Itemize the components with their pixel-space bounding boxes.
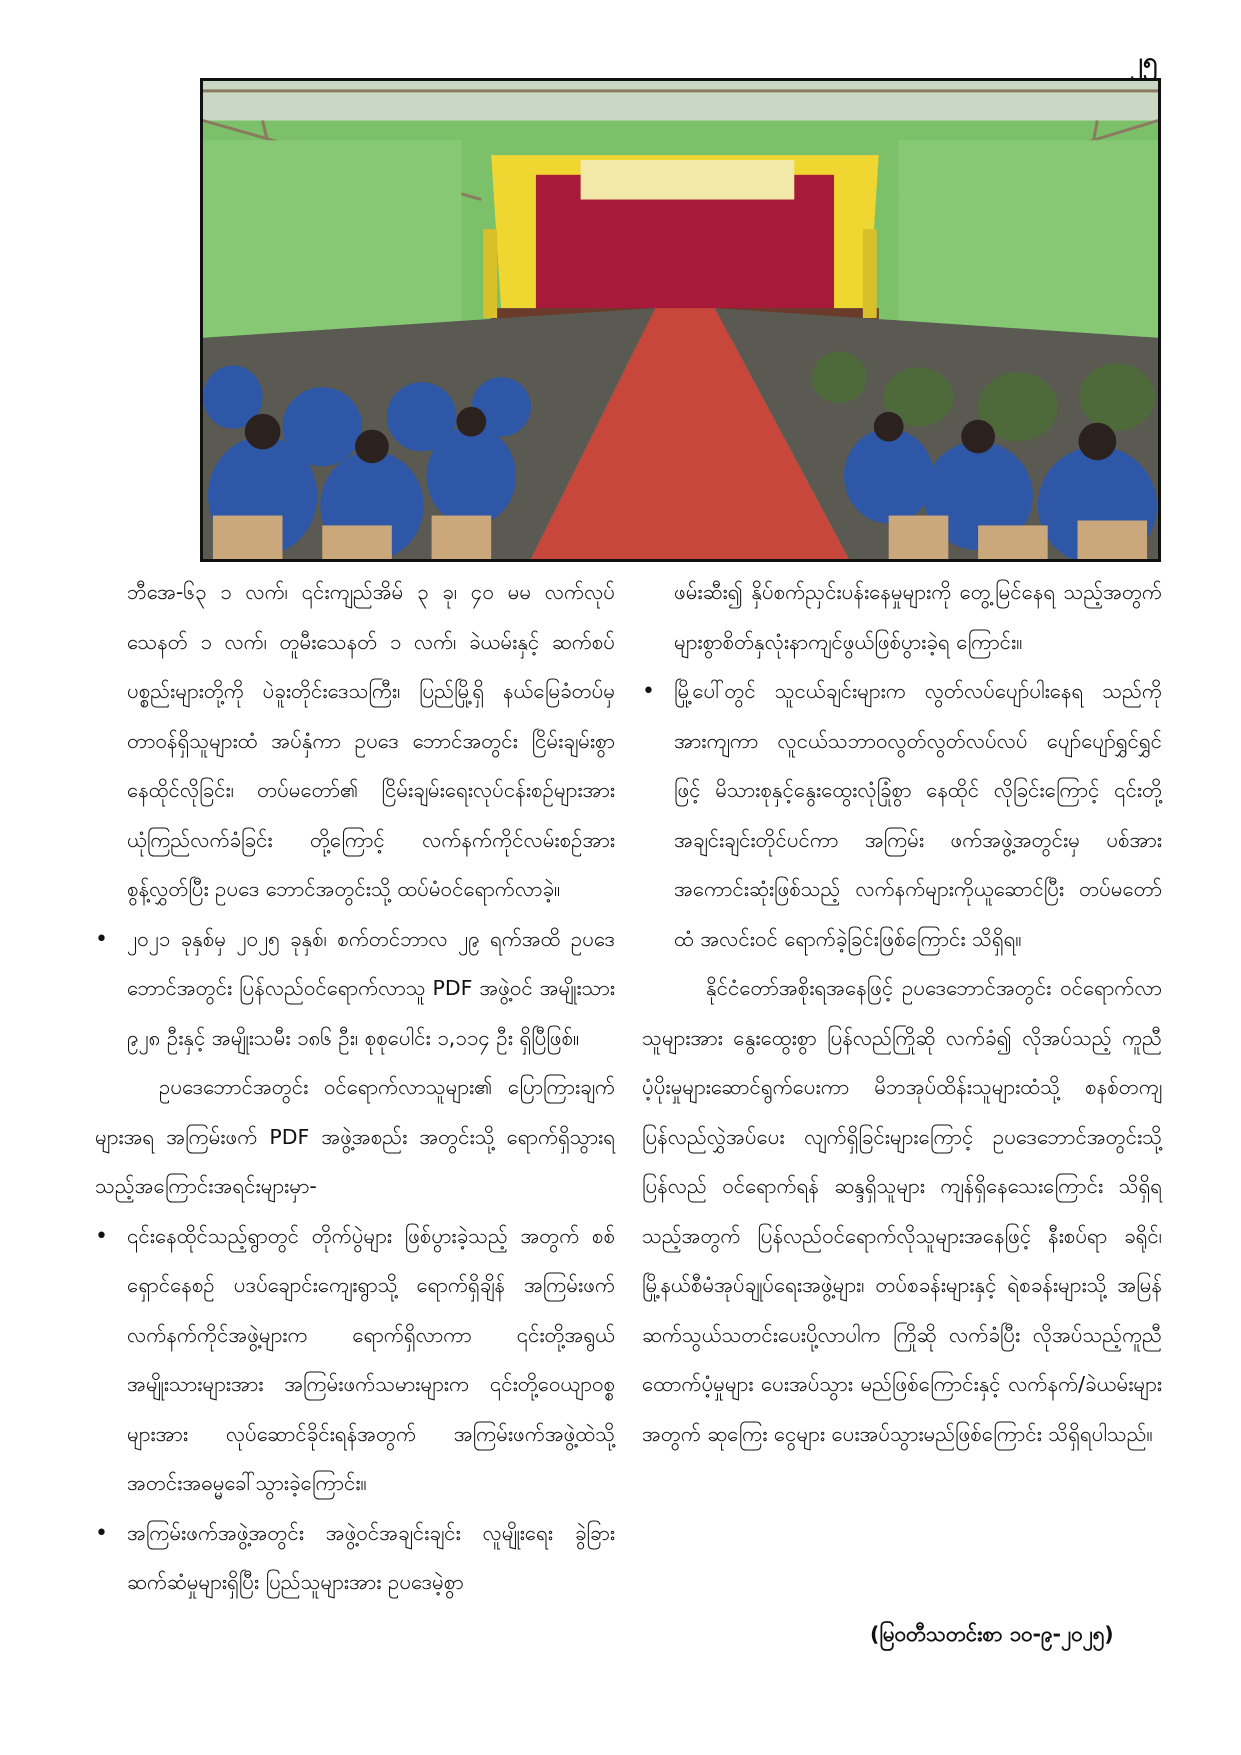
bullet-discrimination: • အကြမ်းဖက်အဖွဲ့အတွင်း အဖွဲ့ဝင်အချင်းချင်း လူမျိုးရေး ခွဲခြားဆက်ဆံမှုများရှိပြီး ပြည်သူများအား ဥပဒေမဲ့စွာ <box>95 1509 615 1608</box>
paragraph-continuation: ဖမ်းဆီး၍ နှိပ်စက်ညှင်းပန်းနေမှုများကို တွေ့မြင်နေရ သည့်အတွက် များစွာစိတ်နှလုံးနာကျင်ဖွယ်ဖြစ်ပွားခဲ့ရ ကြောင်း။ <box>674 580 1162 654</box>
bullet-statistics: • ၂၀၂၁ ခုနှစ်မှ ၂၀၂၅ ခုနှစ်၊ စက်တင်ဘာလ ၂၉ ရက်အထိ ဥပဒေဘောင်အတွင်း ပြန်လည်ဝင်ရောက်လာသူ PDF အဖွဲ့ဝင် အမျိုးသား ၉၂၈ ဦးနှင့် အမျိုးသမီး ၁၈၆ ဦး၊ စုစုပေါင်း ၁,၁၁၄ ဦး ရှိပြီဖြစ်။ <box>95 915 615 1064</box>
paragraph-government: နိုင်ငံတော်အစိုးရအနေဖြင့် ဥပဒေဘောင်အတွင်း ဝင်ရောက်လာသူများအား နွေးထွေးစွာ ပြန်လည်ကြိုဆို လက်ခံ၍ လိုအပ်သည့် ကူညီပံ့ပိုးမှုများဆောင်ရွက်ပေးကာ မိဘအုပ်ထိန်းသူများထံသို့ စနစ်တကျပြန်လည်လွှဲအပ်ပေး လျက်ရှိခြင်းများကြောင့် ဥပဒေဘောင်အတွင်းသို့ ပြန်လည် ဝင်ရောက်ရန် ဆန္ဒရှိသူများ ကျန်ရှိနေသေးကြောင်း သိရှိရ သည့်အတွက် ပြန်လည်ဝင်ရောက်လိုသူများအနေဖြင့် နီးစပ်ရာ ခရိုင်၊ မြို့နယ်စီမံအုပ်ချုပ်ရေးအဖွဲ့များ၊ တပ်စခန်းများနှင့် ရဲစခန်းများသို့ အမြန်ဆက်သွယ်သတင်းပေးပို့လာပါက ကြိုဆို လက်ခံပြီး လိုအပ်သည့်ကူညီထောက်ပံ့မှုများ ပေးအပ်သွား မည်ဖြစ်ကြောင်းနှင့် လက်နက်/ခဲယမ်းများအတွက် ဆုကြေး ငွေများ ပေးအပ်သွားမည်ဖြစ်ကြောင်း သိရှိရပါသည်။ <box>642 976 1162 1446</box>
source-citation: (မြဝတီသတင်းစာ ၁၀-၉-၂၀၂၅) <box>870 1622 1114 1646</box>
page-number: ၂၅ <box>1130 47 1158 77</box>
bullet-forced-recruitment: • ၎င်းနေထိုင်သည့်ရွာတွင် တိုက်ပွဲများ ဖြစ်ပွားခဲ့သည့် အတွက် စစ်ရှောင်နေစဉ် ပဒပ်ချောင်းကျေးရွာသို့ ရောက်ရှိချိန် အကြမ်းဖက်လက်နက်ကိုင်အဖွဲ့များက ရောက်ရှိလာကာ ၎င်းတို့အရွယ် အမျိုးသားများအား အကြမ်းဖက်သမားများက ၎င်းတို့ဝေယျာဝစ္စများအား လုပ်ဆောင်ခိုင်းရန်အတွက် အကြမ်းဖက်အဖွဲ့ထဲသို့ အတင်းအဓမ္မခေါ်သွားခဲ့ကြောင်း။ <box>95 1212 615 1509</box>
bullet-city-life: • မြို့ပေါ်တွင် သူငယ်ချင်းများက လွတ်လပ်ပျော်ပါးနေရ သည်ကိုအားကျကာ လူငယ်သဘာဝလွတ်လွတ်လပ်လပ် ပျော်ပျော်ရွှင်ရွှင်ဖြင့် မိသားစုနှင့်နွေးထွေးလုံခြုံစွာ နေထိုင် လိုခြင်းကြောင့် ၎င်းတို့အချင်းချင်းတိုင်ပင်ကာ အကြမ်း ဖက်အဖွဲ့အတွင်းမှ ပစ်အားအကောင်းဆုံးဖြစ်သည့် လက်နက်များကိုယူဆောင်ပြီး တပ်မတော်ထံ အလင်းဝင် ရောက်ခဲ့ခြင်းဖြစ်ကြောင်း သိရှိရ။ <box>642 667 1162 964</box>
paragraph-reasons-intro: ဥပဒေဘောင်အတွင်း ဝင်ရောက်လာသူများ၏ ပြောကြားချက်များအရ အကြမ်းဖက် PDF အဖွဲ့အစည်း အတွင်းသို့ ရောက်ရှိသွားရသည့်အကြောင်းအရင်းများမှာ- <box>95 1075 615 1198</box>
paragraph-weapons: ဘီအေ-၆၃ ၁ လက်၊ ၎င်းကျည်အိမ် ၃ ခု၊ ၄၀ မမ လက်လုပ် သေနတ် ၁ လက်၊ တူမီးသေနတ် ၁ လက်၊ ခဲယမ်းနှင့် ဆက်စပ်ပစ္စည်းများတို့ကို ပဲခူးတိုင်းဒေသကြီး၊ ပြည်မြို့ရှိ နယ်မြေခံတပ်မှ တာဝန်ရှိသူများထံ အပ်နှံကာ ဥပဒေ ဘောင်အတွင်း ငြိမ်းချမ်းစွာနေထိုင်လိုခြင်း၊ တပ်မတော်၏ ငြိမ်းချမ်းရေးလုပ်ငန်းစဉ်များအား ယုံကြည်လက်ခံခြင်း တို့ကြောင့် လက်နက်ကိုင်လမ်းစဉ်အား စွန့်လွှတ်ပြီး ဥပဒေ ဘောင်အတွင်းသို့ ထပ်မံဝင်ရောက်လာခဲ့။ <box>127 580 615 901</box>
right-column <box>642 568 1162 1459</box>
auditorium-photo-icon <box>203 81 1158 559</box>
left-column <box>95 568 615 1608</box>
auditorium-photo <box>200 78 1161 562</box>
